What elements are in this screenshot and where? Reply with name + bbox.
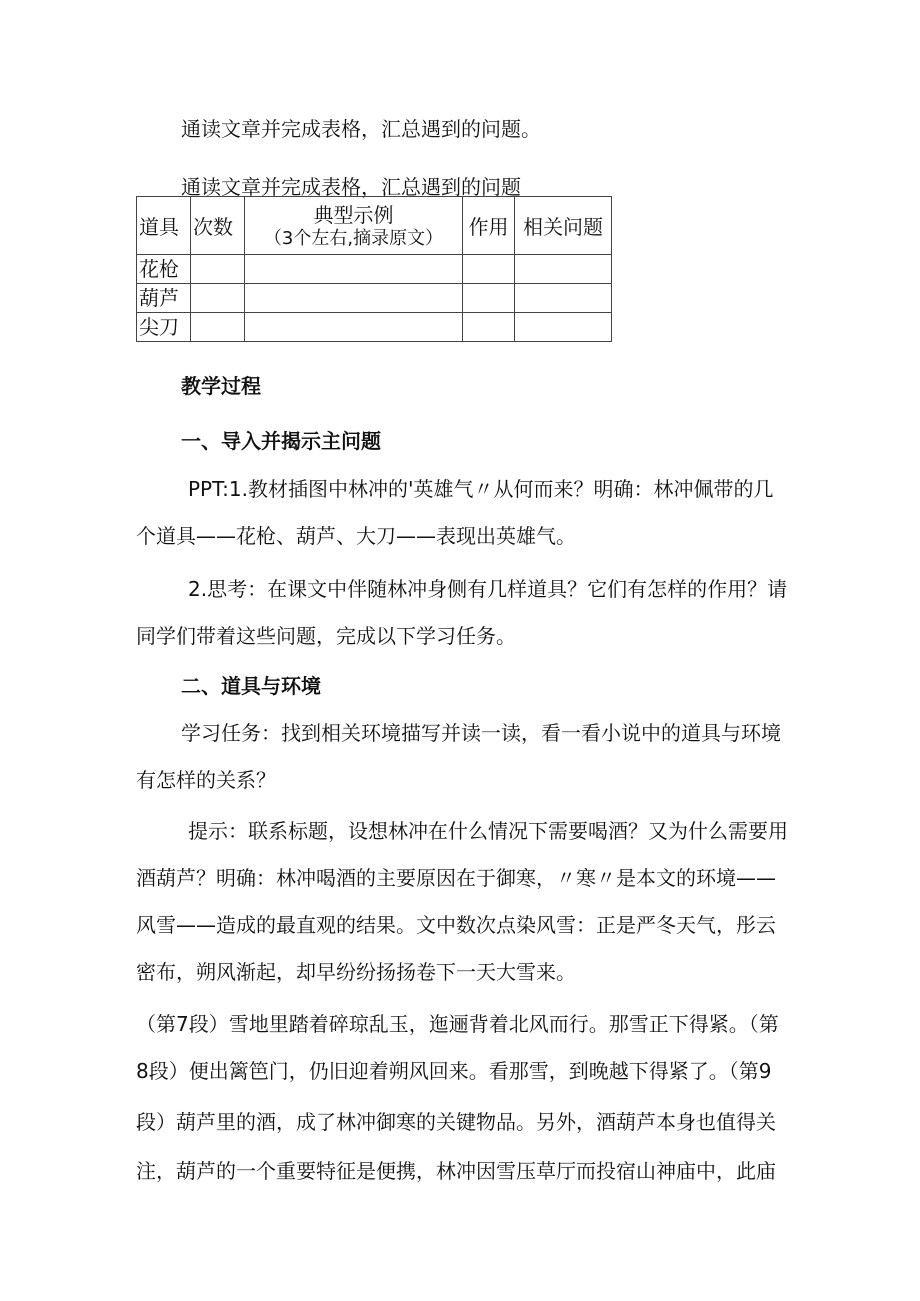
section1-heading: 一、导入并揭示主问题 bbox=[181, 429, 381, 453]
section2-hint-line6: 8段）便出篱笆门，仍旧迎着朔风回来。看那雪，到晚越下得紧了。（第9 bbox=[136, 1059, 772, 1083]
section2-hint-line8: 注，葫芦的一个重要特征是便携，林冲因雪压草厅而投宿山神庙中，此庙 bbox=[136, 1159, 776, 1183]
table-row bbox=[137, 313, 612, 342]
row-question-cell[interactable] bbox=[515, 255, 612, 284]
section1-p1-line1: PPT:1.教材插图中林冲的'英雄气〃从何而来？明确：林冲佩带的几 bbox=[188, 477, 774, 501]
row-question-cell[interactable] bbox=[515, 284, 612, 313]
header-question: 相关问题 bbox=[515, 197, 612, 255]
row-count-cell[interactable] bbox=[191, 255, 245, 284]
header-example-sub: （3个左右,摘录原文） bbox=[263, 228, 444, 247]
row-count-cell[interactable] bbox=[191, 284, 245, 313]
row-use-cell[interactable] bbox=[463, 284, 515, 313]
section2-hint-line2: 酒葫芦？明确：林冲喝酒的主要原因在于御寒，〃寒〃是本文的环境—— bbox=[136, 866, 776, 890]
row-tool: 葫芦 bbox=[137, 284, 191, 313]
intro-line: 通读文章并完成表格，汇总遇到的问题。 bbox=[181, 117, 541, 141]
section1-p2-line1: 2.思考：在课文中伴随林冲身侧有几样道具？它们有怎样的作用？请 bbox=[188, 577, 788, 601]
header-use: 作用 bbox=[463, 197, 515, 255]
section1-p1-line2: 个道具——花枪、葫芦、大刀——表现出英雄气。 bbox=[136, 524, 576, 548]
table-title: 通读文章并完成表格，汇总遇到的问题 bbox=[181, 175, 521, 199]
section2-hint-line1: 提示：联系标题，设想林冲在什么情况下需要喝酒？又为什么需要用 bbox=[188, 819, 788, 843]
row-count-cell[interactable] bbox=[191, 313, 245, 342]
section-process-heading: 教学过程 bbox=[181, 374, 261, 398]
row-use-cell[interactable] bbox=[463, 255, 515, 284]
header-example bbox=[245, 197, 463, 255]
section1-p2-line2: 同学们带着这些问题，完成以下学习任务。 bbox=[136, 624, 516, 648]
section2-hint-line3: 风雪——造成的最直观的结果。文中数次点染风雪：正是严冬天气，彤云 bbox=[136, 913, 776, 937]
tool-table bbox=[136, 196, 612, 342]
section2-task-line2: 有怎样的关系？ bbox=[136, 768, 276, 792]
section2-heading: 二、道具与环境 bbox=[181, 674, 321, 698]
section2-hint-line5: （第7段）雪地里踏着碎琼乱玉，迤逦背着北风而行。那雪正下得紧。（第 bbox=[136, 1012, 779, 1036]
section2-hint-line4: 密布，朔风渐起，却早纷纷扬扬卷下一天大雪来。 bbox=[136, 960, 576, 984]
table-row bbox=[137, 255, 612, 284]
table-header-row bbox=[137, 197, 612, 255]
header-example-title: 典型示例 bbox=[313, 203, 394, 227]
header-tool: 道具 bbox=[137, 197, 191, 255]
row-use-cell[interactable] bbox=[463, 313, 515, 342]
row-tool: 尖刀 bbox=[137, 313, 191, 342]
section2-task-line1: 学习任务：找到相关环境描写并读一读，看一看小说中的道具与环境 bbox=[181, 721, 781, 745]
table-row bbox=[137, 284, 612, 313]
section2-hint-line7: 段）葫芦里的酒，成了林冲御寒的关键物品。另外，酒葫芦本身也值得关 bbox=[136, 1110, 776, 1134]
row-question-cell[interactable] bbox=[515, 313, 612, 342]
row-example-cell[interactable] bbox=[245, 284, 463, 313]
row-example-cell[interactable] bbox=[245, 255, 463, 284]
row-example-cell[interactable] bbox=[245, 313, 463, 342]
header-count: 次数 bbox=[191, 197, 245, 255]
row-tool: 花枪 bbox=[137, 255, 191, 284]
